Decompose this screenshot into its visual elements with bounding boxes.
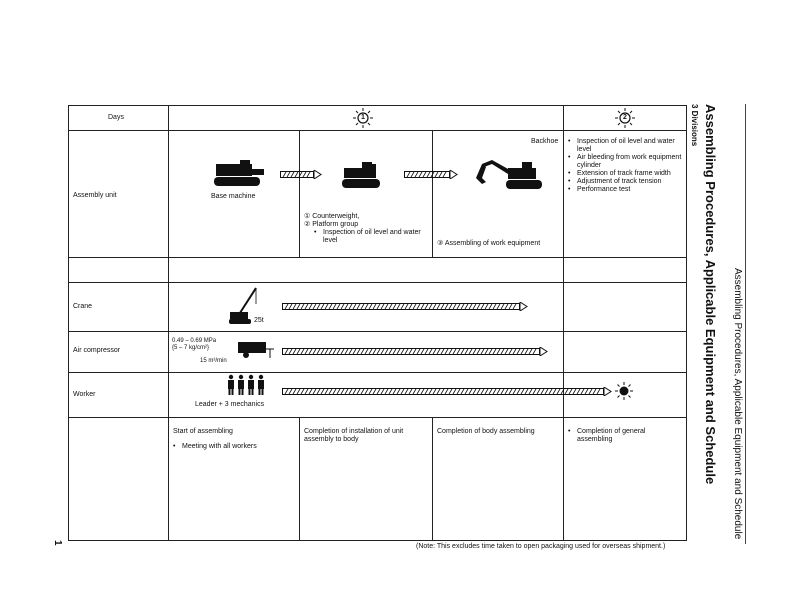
crane-arrow <box>282 302 528 311</box>
compressor-pressure-alt: {5 – 7 kg/cm²} <box>172 345 210 351</box>
running-head: Assembling Procedures, Applicable Equipment and Schedule <box>732 268 743 540</box>
section-title: Assembling Procedures, Applicable Equipment and Schedule <box>703 104 718 485</box>
day2-sun-icon <box>614 107 636 129</box>
milestone-general-item: • Completion of general assembling <box>568 428 682 444</box>
day1-sun-icon <box>352 107 374 129</box>
workers-icon <box>226 374 268 401</box>
step-platform-group: ② Platform group <box>304 221 359 228</box>
assembly-arrow-1 <box>280 170 322 179</box>
compressor-flow: 15 m³/min <box>200 358 227 364</box>
backhoe-label: Backhoe <box>531 138 559 145</box>
milestone-general <box>568 428 682 444</box>
step-counterweight: ① Counterweight, <box>304 213 360 220</box>
milestone-unit-install: Completion of installation of unit assembly to body <box>304 428 404 443</box>
step-work-equipment: ③ Assembling of work equipment <box>437 240 541 247</box>
end-of-day-sun-icon <box>614 381 634 406</box>
worker-arrow <box>282 387 612 396</box>
list-item: • Inspection of oil level and water level <box>568 138 683 154</box>
list-item: • Extension of track frame width <box>568 170 683 178</box>
assembly-arrow-2 <box>404 170 458 179</box>
assembly-unit-label: Assembly unit <box>73 192 117 199</box>
compressor-arrow <box>282 347 548 356</box>
footnote: (Note: This excludes time taken to open packaging used for overseas shipment.) <box>416 543 666 550</box>
crane-label: Crane <box>73 303 93 310</box>
milestone-start <box>173 428 295 451</box>
base-machine-label: Base machine <box>211 193 256 200</box>
running-head-rule <box>745 104 746 544</box>
list-item: • Air bleeding from work equipment cylinder <box>568 154 683 170</box>
page-number: 1 <box>52 540 63 546</box>
list-item: • Performance test <box>568 186 683 194</box>
compressor-pressure: 0.49 – 0.69 MPa <box>172 338 217 344</box>
worker-label: Worker <box>73 391 96 398</box>
air-compressor-icon <box>236 340 276 365</box>
day2-number: 2 <box>623 114 627 121</box>
list-item: • Adjustment of track tension <box>568 178 683 186</box>
day2-checklist <box>568 138 683 194</box>
milestone-body: Completion of body assembling <box>437 428 535 435</box>
milestone-start-title: Start of assembling <box>173 428 233 435</box>
crew-label: Leader + 3 mechanics <box>195 401 265 408</box>
air-compressor-label: Air compressor <box>73 347 121 354</box>
milestone-start-bullet: • Meeting with all workers <box>173 443 295 451</box>
base-machine-icon <box>212 160 268 193</box>
assembly-steps <box>304 213 428 245</box>
platform-machine-icon <box>340 160 384 195</box>
crane-capacity: 25t <box>254 317 264 324</box>
days-label: Days <box>108 114 124 121</box>
backhoe-icon <box>472 156 548 197</box>
step-inspection-bullet: • Inspection of oil level and water level <box>314 229 428 245</box>
section-subtitle: 3 Divisions <box>690 104 699 147</box>
day1-number: 1 <box>361 114 365 121</box>
